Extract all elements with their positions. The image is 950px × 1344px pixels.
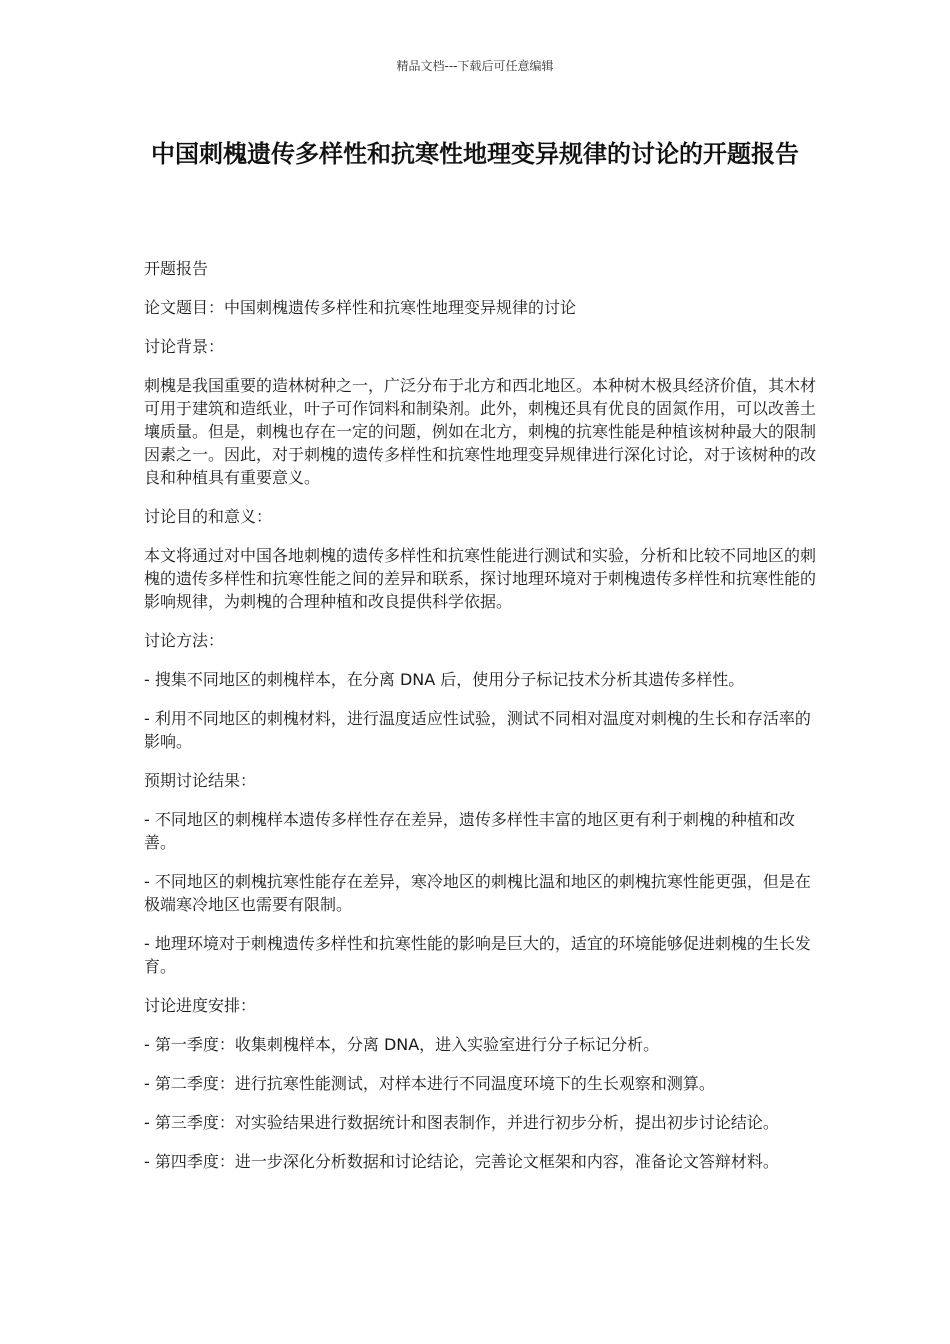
schedule-item: - 第四季度：进一步深化分析数据和讨论结论，完善论文框架和内容，准备论文答辩材料。 bbox=[144, 1152, 779, 1171]
document-title: 中国刺槐遗传多样性和抗寒性地理变异规律的讨论的开题报告 bbox=[151, 140, 799, 168]
expected-result-item: - 地理环境对于刺槐遗传多样性和抗寒性能的影响是巨大的，适宜的环境能够促进刺槐的生长发育。 bbox=[144, 934, 811, 976]
section-heading-background: 讨论背景： bbox=[144, 337, 225, 356]
document-body bbox=[144, 257, 816, 1189]
section-heading-expected-results: 预期讨论结果： bbox=[144, 771, 257, 790]
section-label: 开题报告 bbox=[144, 259, 209, 278]
schedule-item: - 第一季度：收集刺槐样本，分离 DNA，进入实验室进行分子标记分析。 bbox=[144, 1035, 660, 1054]
page-header-note: 精品文档---下载后可任意编辑 bbox=[396, 59, 554, 73]
schedule-item: - 第二季度：进行抗寒性能测试，对样本进行不同温度环境下的生长观察和测算。 bbox=[144, 1074, 715, 1093]
schedule-item: - 第三季度：对实验结果进行数据统计和图表制作，并进行初步分析，提出初步讨论结论。 bbox=[144, 1113, 779, 1132]
thesis-topic: 论文题目：中国刺槐遗传多样性和抗寒性地理变异规律的讨论 bbox=[144, 298, 577, 317]
method-item: - 利用不同地区的刺槐材料，进行温度适应性试验，测试不同相对温度对刺槐的生长和存活率的影响。 bbox=[144, 709, 811, 751]
method-item: - 搜集不同地区的刺槐样本，在分离 DNA 后，使用分子标记技术分析其遗传多样性。 bbox=[144, 670, 745, 689]
section-heading-purpose: 讨论目的和意义： bbox=[144, 507, 273, 526]
background-paragraph: 刺槐是我国重要的造林树种之一，广泛分布于北方和西北地区。本种树木极具经济价值，其木材可用于建筑和造纸业，叶子可作饲料和制染剂。此外，刺槐还具有优良的固氮作用，可以改善土壤质量。但是，刺槐也存在一定的问题，例如在北方，刺槐的抗寒性能是种植该树种最大的限制因素之一。因此，对于刺槐的遗传多样性和抗寒性地理变异规律进行深化讨论，对于该树种的改良和种植具有重要意义。 bbox=[144, 376, 817, 487]
purpose-paragraph: 本文将通过对中国各地刺槐的遗传多样性和抗寒性能进行测试和实验，分析和比较不同地区的刺槐的遗传多样性和抗寒性能之间的差异和联系，探讨地理环境对于刺槐遗传多样性和抗寒性能的影响规律，为刺槐的合理种植和改良提供科学依据。 bbox=[144, 546, 817, 611]
expected-result-item: - 不同地区的刺槐样本遗传多样性存在差异，遗传多样性丰富的地区更有利于刺槐的种植和改善。 bbox=[144, 810, 795, 852]
section-heading-methods: 讨论方法： bbox=[144, 631, 225, 650]
section-heading-schedule: 讨论进度安排： bbox=[144, 996, 257, 1015]
expected-result-item: - 不同地区的刺槐抗寒性能存在差异，寒冷地区的刺槐比温和地区的刺槐抗寒性能更强，但是在极端寒冷地区也需要有限制。 bbox=[144, 872, 811, 914]
